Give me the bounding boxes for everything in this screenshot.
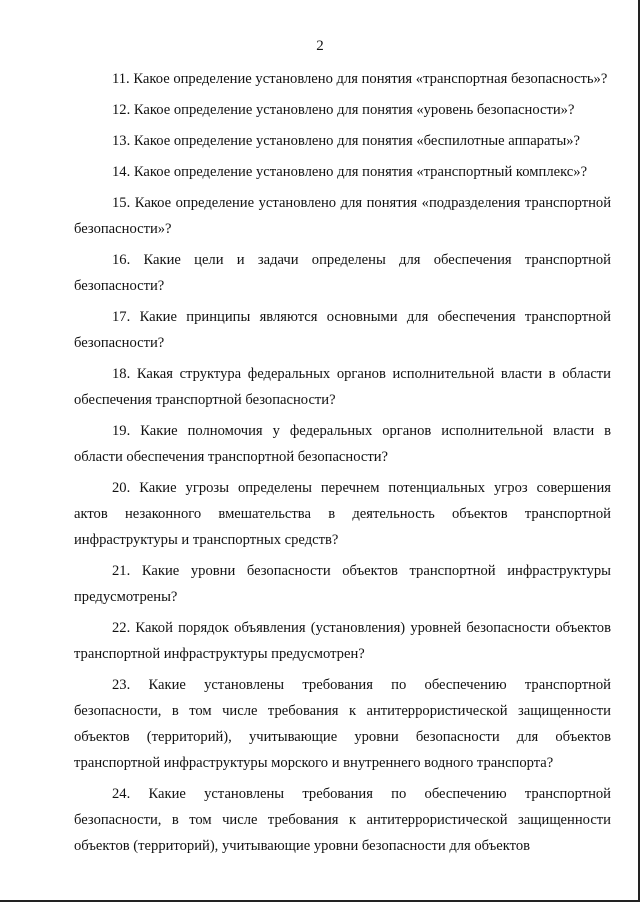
question-item: 18. Какая структура федеральных органов исполнительной власти в области обеспечения транспортной безопасности? [74, 366, 611, 408]
page-number: 2 [316, 38, 324, 54]
question-item: 19. Какие полномочия у федеральных органов исполнительной власти в области обеспечения транспортной безопасности? [74, 423, 611, 465]
question-item: 16. Какие цели и задачи определены для обеспечения транспортной безопасности? [74, 252, 611, 294]
question-list [74, 66, 611, 864]
question-item: 14. Какое определение установлено для понятия «транспортный комплекс»? [112, 164, 588, 180]
question-item: 13. Какое определение установлено для понятия «беспилотные аппараты»? [112, 133, 581, 149]
question-item: 24. Какие установлены требования по обеспечению транспортной безопасности, в том числе требования к антитеррористической защищенности объектов (территорий), учитывающие уровни безопасности для объектов [74, 786, 611, 854]
question-item: 11. Какое определение установлено для понятия «транспортная безопасность»? [112, 71, 608, 87]
question-item: 20. Какие угрозы определены перечнем потенциальных угроз совершения актов незаконного вмешательства в деятельность объектов транспортной инфраструктуры и транспортных средств? [74, 480, 611, 548]
question-item: 21. Какие уровни безопасности объектов транспортной инфраструктуры предусмотрены? [74, 563, 611, 605]
question-item: 17. Какие принципы являются основными для обеспечения транспортной безопасности? [74, 309, 611, 351]
question-item: 22. Какой порядок объявления (установления) уровней безопасности объектов транспортной инфраструктуры предусмотрен? [74, 620, 611, 662]
question-item: 15. Какое определение установлено для понятия «подразделения транспортной безопасности»? [74, 195, 611, 237]
question-item: 23. Какие установлены требования по обеспечению транспортной безопасности, в том числе требования к антитеррористической защищенности объектов (территорий), учитывающие уровни безопасности для объектов транспортной инфраструктуры морского и внутреннего водного транспорта? [74, 677, 611, 771]
question-item: 12. Какое определение установлено для понятия «уровень безопасности»? [112, 102, 575, 118]
